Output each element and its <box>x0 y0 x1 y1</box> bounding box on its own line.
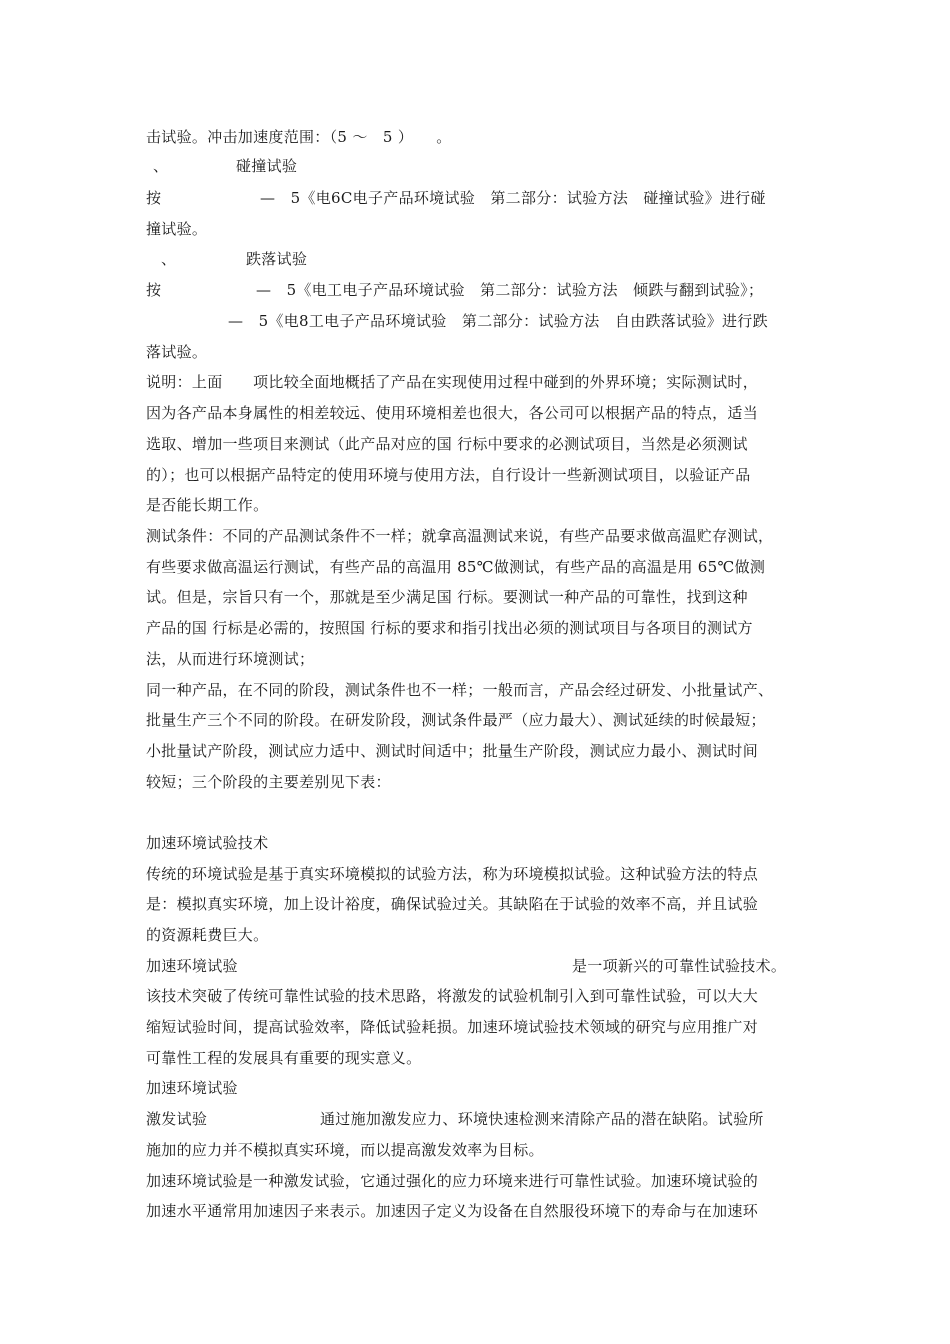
text-line: 通过施加激发应力、环境快速检测来清除产品的潜在缺陷。试验所 <box>320 1110 764 1128</box>
text-line: 法，从而进行环境测试； <box>146 650 315 668</box>
text-line: 撞试验。 <box>146 220 208 238</box>
section-heading-drop-test: 跌落试验 <box>246 250 308 268</box>
text-line: 选取、增加一些项目来测试（此产品对应的国 行标中要求的必测试项目，当然是必须测试 <box>146 435 748 453</box>
text-line: 是：模拟真实环境，加上设计裕度，确保试验过关。其缺陷在于试验的效率不高，并且试验 <box>146 895 759 913</box>
text-line: 试。但是，宗旨只有一个，那就是至少满足国 行标。要测试一种产品的可靠性，找到这种 <box>146 588 748 606</box>
text-line: 有些要求做高温运行测试，有些产品的高温用 85℃做测试，有些产品的高温是用 65℃做测 <box>146 558 766 576</box>
text-line: 按 <box>146 281 162 299</box>
text-line: 产品的国 行标是必需的，按照国 行标的要求和指引找出必须的测试项目与各项目的测试方 <box>146 619 753 637</box>
text-line: 传统的环境试验是基于真实环境模拟的试验方法，称为环境模拟试验。这种试验方法的特点 <box>146 865 759 883</box>
text-line: 按 <box>146 189 162 207</box>
text-line: 较短；三个阶段的主要差别见下表： <box>146 773 391 791</box>
text-line: 小批量试产阶段，测试应力适中、测试时间适中；批量生产阶段，测试应力最小、测试时间 <box>146 742 759 760</box>
text-line: 的资源耗费巨大。 <box>146 926 269 944</box>
text-line: 是否能长期工作。 <box>146 496 269 514</box>
text-line: 加速水平通常用加速因子来表示。加速因子定义为设备在自然服役环境下的寿命与在加速环 <box>146 1202 759 1220</box>
text-line: 测试条件：不同的产品测试条件不一样；就拿高温测试来说，有些产品要求做高温贮存测试， <box>146 527 774 545</box>
text-line: — 5《电8工电子产品环境试验 第二部分：试验方法 自由跌落试验》进行跌 <box>228 312 768 330</box>
text-line: 该技术突破了传统可靠性试验的技术思路，将激发的试验机制引入到可靠性试验，可以大大 <box>146 987 759 1005</box>
text-line: 是一项新兴的可靠性试验技术。 <box>572 957 787 975</box>
text-line: 因为各产品本身属性的相差较远、使用环境相差也很大，各公司可以根据产品的特点，适当 <box>146 404 759 422</box>
section-heading-accelerated-test-tech: 加速环境试验技术 <box>146 834 269 852</box>
text-line: 加速环境试验 <box>146 957 238 975</box>
text-line: 击试验。冲击加速度范围：（5 ～ 5 ） 。 <box>146 128 452 146</box>
text-line: 说明：上面 项比较全面地概括了产品在实现使用过程中碰到的外界环境；实际测试时， <box>146 373 759 391</box>
text-line: 批量生产三个不同的阶段。在研发阶段，测试条件最严（应力最大）、测试延续的时候最短； <box>146 711 766 729</box>
text-line: 同一种产品，在不同的阶段，测试条件也不一样；一般而言，产品会经过研发、小批量试产、 <box>146 681 774 699</box>
section-heading-bump-test: 碰撞试验 <box>236 157 298 175</box>
text-line: — 5《电工电子产品环境试验 第二部分：试验方法 倾跌与翻到试验》； <box>256 281 764 299</box>
text-line: — 5《电6C电子产品环境试验 第二部分：试验方法 碰撞试验》进行碰 <box>260 189 766 207</box>
text-line: 可靠性工程的发展具有重要的现实意义。 <box>146 1049 422 1067</box>
text-line: 缩短试验时间，提高试验效率，降低试验耗损。加速环境试验技术领域的研究与应用推广对 <box>146 1018 759 1036</box>
bullet-mark: 、 <box>153 157 169 175</box>
text-line: 加速环境试验是一种激发试验，它通过强化的应力环境来进行可靠性试验。加速环境试验的 <box>146 1172 759 1190</box>
text-line: 激发试验 <box>146 1110 208 1128</box>
text-line: 落试验。 <box>146 343 208 361</box>
bullet-mark: 、 <box>161 250 177 268</box>
text-line: 施加的应力并不模拟真实环境，而以提高激发效率为目标。 <box>146 1141 544 1159</box>
subheading-accelerated-test: 加速环境试验 <box>146 1079 238 1097</box>
text-line: 的）；也可以根据产品特定的使用环境与使用方法，自行设计一些新测试项目，以验证产品 <box>146 466 751 484</box>
